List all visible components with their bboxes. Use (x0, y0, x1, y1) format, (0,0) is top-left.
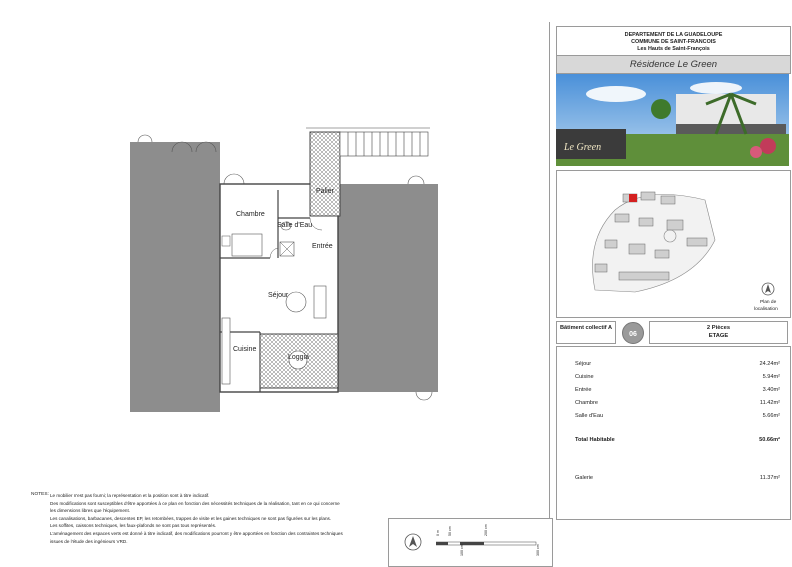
location-caption-1: Plan de (760, 300, 777, 305)
note-line: Le mobilier n'est pas fourni; la représentation et la position sont à titre indicatif. (50, 493, 210, 498)
scale-tick: 300 cm (536, 544, 540, 556)
unit-type-box (649, 321, 788, 344)
department-title: DEPARTEMENT DE LA GUADELOUPE (624, 32, 723, 38)
north-arrow-icon (404, 533, 422, 551)
room-chambre: Chambre (236, 211, 265, 218)
north-arrow-icon (761, 282, 775, 296)
scale-tick: 50 cm (448, 526, 452, 536)
notes-heading: NOTES: (31, 492, 49, 497)
note-line: Des modifications sont susceptibles d'être apportées à ce plan en fonction des nécessités techniques de la réalisation, tant en ce qui concerne (50, 500, 340, 506)
residence-bar (556, 55, 791, 74)
room-loggia: Loggia (288, 354, 310, 361)
residence-photo (556, 74, 789, 166)
unit-type: 2 Pièces (706, 325, 731, 331)
room-sejour: Séjour (268, 292, 289, 299)
note-line: Les canalisations, barbacanes, descentes EP, les retombées, trappes de visite et les gaines techniques ne sont pas figurées sur les plans. (50, 515, 332, 521)
unit-level: ETAGE (708, 333, 729, 339)
unit-number: 06 (629, 331, 637, 338)
project-subtitle: Les Hauts de Saint-François (637, 46, 710, 52)
unit-number-badge (622, 322, 644, 344)
floor-plan (120, 118, 450, 418)
note-line: issues de l'étude des ingénieurs VRD. (50, 538, 128, 544)
note-line: les dimensions libres que l'équipement. (50, 508, 131, 514)
notes-block (50, 492, 400, 545)
areas-table: Séjour 24.24m² Cuisine 5.94m² Entrée 3.40m² Chambre 11.42m² Salle d'Eau 5.66m² Total Habitable 50.66m² Galerie 11.37m² (556, 346, 791, 520)
palier-area (310, 132, 340, 216)
scale-bar (436, 538, 542, 550)
neighbour-block-left (130, 142, 220, 412)
location-caption-2: localisation (754, 307, 778, 312)
commune-title: COMMUNE DE SAINT-FRANCOIS (631, 39, 716, 45)
building-label: Bâtiment collectif A (560, 325, 613, 331)
scale-tick: 100 cm (460, 544, 464, 556)
residence-name: Résidence Le Green (629, 59, 718, 70)
photo-sign: Le Green (564, 142, 602, 153)
neighbour-block-right (338, 184, 438, 392)
building-label-box (556, 321, 616, 344)
note-line: L'aménagement des espaces verts est donné à titre indicatif, des modifications pourront y être apportées en fonction des contraintes techniques (50, 530, 343, 536)
room-entree: Entrée (312, 243, 333, 250)
room-salle-eau: Salle d'Eau (277, 222, 313, 229)
note-line: Les soffites, caissons techniques, les faux-plafonds ne sont pas tous représentés. (50, 523, 217, 529)
location-map (575, 180, 725, 300)
room-palier: Palier (316, 188, 334, 195)
room-cuisine: Cuisine (233, 346, 257, 353)
scale-tick: 200 cm (484, 524, 488, 536)
scale-tick: 0 m (436, 530, 440, 536)
